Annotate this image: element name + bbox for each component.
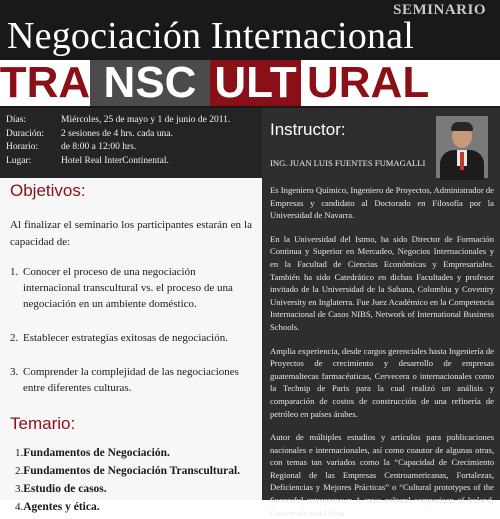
event-details xyxy=(0,108,262,178)
wordmark-part-2: NSC xyxy=(90,60,210,106)
header-banner xyxy=(0,0,500,108)
instructor-bio-paragraph: En la Universidad del Istmo, ha sido Director de Formación Continua y Superior en Mercadeo, Negocios Internacionales y en la Facultad de Ciencias Económicas y Empresariales. También ha sido Catedrático en dichas Facultades y profesor invitado de la Universidad de la Sabana, Colombia y Coventry University en Inglaterra. Fue Juez Académico en la Competencia Internacional de Casos NIBS, Network of International Business Schools. xyxy=(270,233,494,332)
details-value: Miércoles, 25 de mayo y 1 de junio de 2011. xyxy=(61,115,231,125)
seminar-kicker: SEMINARIO xyxy=(393,2,486,18)
syllabus-item xyxy=(15,462,252,480)
instructor-heading: Instructor: xyxy=(270,120,346,139)
page-title: Negociación Internacional xyxy=(7,15,414,57)
details-label: Horario: xyxy=(6,142,39,152)
details-label: Días: xyxy=(6,115,27,125)
objectives-heading: Objetivos: xyxy=(10,181,86,200)
details-label: Duración: xyxy=(6,128,44,139)
details-label: Lugar: xyxy=(6,155,32,166)
syllabus-number: 2. xyxy=(15,465,24,477)
instructor-bio-paragraph: Es Ingeniero Químico, Ingeniero de Proyectos, Administrador de Empresas y candidato al Doctorado en Filosofía por la Universidad de Navarra. xyxy=(270,185,494,221)
objective-text: Comprender la complejidad de las negociaciones entre diferentes culturas. xyxy=(23,366,239,394)
syllabus-item xyxy=(15,480,252,498)
wordmark-part-4: URAL xyxy=(301,60,500,106)
photo-hair xyxy=(451,122,473,131)
objectives-list xyxy=(10,264,252,396)
transcultural-wordmark xyxy=(0,60,500,106)
syllabus-text: Fundamentos de Negociación Transcultural. xyxy=(23,465,241,477)
syllabus-number: 1. xyxy=(15,447,24,459)
details-value: 2 sesiones de 4 hrs. cada una. xyxy=(61,128,173,139)
syllabus-number: 3. xyxy=(15,483,24,495)
objective-number: 3. xyxy=(10,366,19,378)
objective-item xyxy=(10,364,252,396)
instructor-photo xyxy=(436,116,488,178)
left-column xyxy=(0,178,262,513)
syllabus-list xyxy=(10,444,252,516)
objective-item xyxy=(10,264,252,312)
objective-text: Establecer estrategias exitosas de negociación. xyxy=(23,332,228,344)
syllabus-number: 4. xyxy=(15,501,24,513)
syllabus-item xyxy=(15,498,252,516)
objectives-intro: Al finalizar el seminario los participantes estarán en la capacidad de: xyxy=(10,219,252,248)
photo-tie xyxy=(460,152,464,170)
details-row-schedule xyxy=(6,141,262,155)
details-value: de 8:00 a 12:00 hrs. xyxy=(61,142,137,152)
details-row-days xyxy=(6,114,262,128)
wordmark-part-1: TRA xyxy=(0,58,91,107)
instructor-bio-paragraph: Amplia experiencia, desde cargos gerenciales hasta Ingeniería de Proyectos de crecimiento y desarrollo de empresas guatemaltecas farmacéuticas, Cervecera o internacionales como la Technip de Paris para la cual realizó un análisis y comparación de costos de construcción de una refinería de petróleo en países árabes. xyxy=(270,345,494,419)
syllabus-heading: Temario: xyxy=(10,414,76,433)
details-value: Hotel Real InterContinental. xyxy=(61,155,169,166)
syllabus-item xyxy=(15,444,252,462)
details-row-place xyxy=(6,155,262,169)
syllabus-text: Estudio de casos. xyxy=(23,483,107,495)
instructor-name: ING. JUAN LUIS FUENTES FUMAGALLI xyxy=(270,158,426,168)
objective-number: 1. xyxy=(10,266,19,278)
wordmark-part-3: ULT xyxy=(210,60,301,106)
details-row-duration xyxy=(6,128,262,142)
instructor-panel xyxy=(262,108,500,518)
syllabus-text: Fundamentos de Negociación. xyxy=(23,447,170,459)
objective-item xyxy=(10,330,252,346)
syllabus-text: Agentes y ética. xyxy=(23,501,100,513)
instructor-bio-paragraph: Autor de múltiples estudios y artículos para publicaciones nacionales e internacionales, así como coautor de algunas otras, con temas tan variados como la “Capacidad de Crecimiento Regional de las Empresas Centroamericanas, Fortalezas, Deficiencias y Mejores Prácticas” o “Cultural prototypes of the Succesful entrepreneur: A cross cultural comparison of Ireland, Guatemala and China. xyxy=(270,432,494,518)
objective-text: Conocer el proceso de una negociación internacional transcultural vs. el proceso de una negociación en un ambiente doméstico. xyxy=(23,266,233,310)
objective-number: 2. xyxy=(10,332,19,344)
